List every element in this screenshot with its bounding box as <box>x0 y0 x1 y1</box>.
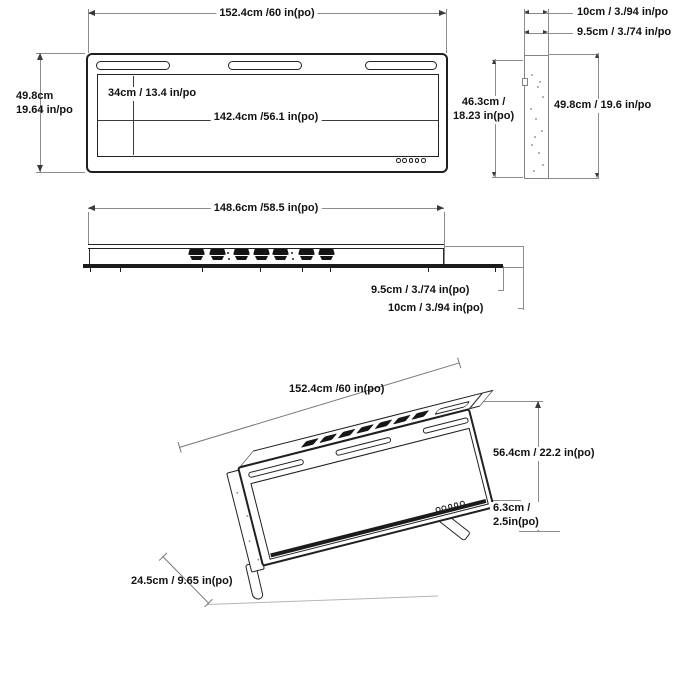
vent-slot <box>96 61 170 70</box>
dim-width-label: 152.4cm /60 in(po) <box>289 383 385 395</box>
panel-dot <box>246 515 248 517</box>
panel-dot <box>535 118 537 120</box>
panel-dot <box>534 136 536 138</box>
panel-dot <box>236 491 238 493</box>
side-view-body <box>524 55 549 179</box>
top-view-front-edge <box>83 264 503 268</box>
fireplace-perspective-body <box>237 408 495 567</box>
arrowhead-icon <box>524 30 529 34</box>
leader-line <box>498 290 504 291</box>
vent-slot <box>365 61 437 70</box>
separator-dot <box>291 252 293 254</box>
edge-tick <box>495 268 496 272</box>
arrowhead-icon <box>535 401 541 408</box>
vent-louver <box>253 249 270 261</box>
panel-end-line <box>443 246 444 265</box>
extension-line <box>446 9 447 53</box>
arrowhead-icon <box>437 205 444 211</box>
extension-line <box>88 9 89 53</box>
extension-line <box>503 267 523 268</box>
edge-tick <box>120 268 121 272</box>
control-button <box>402 158 407 163</box>
leader-line <box>518 308 524 309</box>
dim-inner-height-label: 34cm / 13.4 in/po <box>105 87 199 101</box>
top-view-vents <box>178 249 340 263</box>
edge-tick <box>428 268 429 272</box>
control-button <box>409 158 414 163</box>
front-control-buttons <box>396 158 427 163</box>
panel-dot <box>257 558 259 560</box>
separator-dot <box>292 258 294 260</box>
dimension-line <box>524 33 573 34</box>
arrowhead-icon <box>595 173 599 178</box>
edge-tick <box>202 268 203 272</box>
dim-height-total-label: 49.8cm / 19.6 in/po <box>551 99 654 113</box>
dim-width-label: 152.4cm /60 in(po) <box>216 7 317 21</box>
dim-depth-total-label: 10cm / 3./94 in/po <box>577 6 669 18</box>
edge-tick <box>90 268 91 272</box>
dim-depth-total-label: 10cm / 3./94 in(po) <box>388 302 484 314</box>
panel-dot <box>541 130 543 132</box>
end-tick <box>159 552 168 561</box>
dim-inner-width-label: 142.4cm /56.1 in(po) <box>211 111 322 125</box>
dim-text-line: 18.23 in(po) <box>453 109 515 122</box>
separator-dot <box>227 252 229 254</box>
panel-dot <box>530 108 532 110</box>
extension-line <box>492 177 523 178</box>
dim-text-line: 46.3cm / <box>461 96 506 108</box>
dim-depth-body-label: 9.5cm / 3./74 in/po <box>577 26 672 38</box>
extension-line <box>36 172 85 173</box>
panel-dot <box>538 152 540 154</box>
dim-height-label <box>13 90 76 118</box>
control-button <box>421 158 426 163</box>
extension-line <box>549 54 599 55</box>
arrowhead-icon <box>595 53 599 58</box>
end-tick <box>457 358 461 369</box>
arrowhead-icon <box>492 172 496 177</box>
arrowhead-icon <box>524 10 529 14</box>
dim-foot-height-label <box>490 502 542 530</box>
arrowhead-icon <box>37 53 43 60</box>
floor-line <box>207 596 438 605</box>
vent-louver <box>209 249 226 261</box>
dim-depth-label: 24.5cm / 9.65 in(po) <box>131 575 233 587</box>
panel-dot <box>539 81 541 83</box>
edge-tick <box>260 268 261 272</box>
control-button <box>415 158 420 163</box>
extension-line <box>549 178 599 179</box>
panel-dot <box>537 86 539 88</box>
arrowhead-icon <box>88 205 95 211</box>
dimension-line <box>598 53 599 178</box>
dim-text-line: 49.8cm <box>16 90 54 102</box>
panel-dot <box>533 170 535 172</box>
panel-dot <box>531 144 533 146</box>
top-view-back-panel <box>88 244 444 249</box>
dim-height-label: 56.4cm / 22.2 in(po) <box>490 447 597 461</box>
vent-louver <box>318 249 335 261</box>
end-tick <box>178 442 182 453</box>
dimension-line <box>524 13 573 14</box>
vent-louver <box>233 249 250 261</box>
panel-dot <box>248 540 250 542</box>
dim-text-line: 6.3cm / <box>493 502 531 514</box>
leader-line <box>523 246 524 310</box>
arrowhead-icon <box>88 10 95 16</box>
dim-depth-body-label: 9.5cm / 3./74 in(po) <box>371 284 470 296</box>
separator-dot <box>228 258 230 260</box>
edge-tick <box>330 268 331 272</box>
extension-line <box>490 500 521 501</box>
extension-line <box>492 60 523 61</box>
dim-text-line: 19.64 in/po <box>16 103 73 116</box>
vent-louver <box>298 249 315 261</box>
panel-end-line <box>89 246 90 265</box>
vent-louver <box>272 249 289 261</box>
arrowhead-icon <box>543 30 548 34</box>
extension-line <box>481 401 543 402</box>
control-button <box>396 158 401 163</box>
edge-tick <box>302 268 303 272</box>
panel-dot <box>542 96 544 98</box>
extension-line <box>36 53 85 54</box>
vent-louver <box>188 249 205 261</box>
arrowhead-icon <box>543 10 548 14</box>
extension-line <box>88 212 89 246</box>
vent-slot <box>228 61 302 70</box>
mounting-clip <box>522 78 528 86</box>
arrowhead-icon <box>492 59 496 64</box>
arrowhead-icon <box>439 10 446 16</box>
extension-line <box>444 246 523 247</box>
panel-dot <box>531 74 533 76</box>
dim-text-line: 2.5in(po) <box>493 515 539 528</box>
panel-dot <box>542 164 544 166</box>
extension-line <box>519 531 560 532</box>
dim-width-label: 148.6cm /58.5 in(po) <box>211 202 322 216</box>
leader-line <box>503 266 504 291</box>
arrowhead-icon <box>37 165 43 172</box>
dim-height-body-label <box>450 96 517 124</box>
